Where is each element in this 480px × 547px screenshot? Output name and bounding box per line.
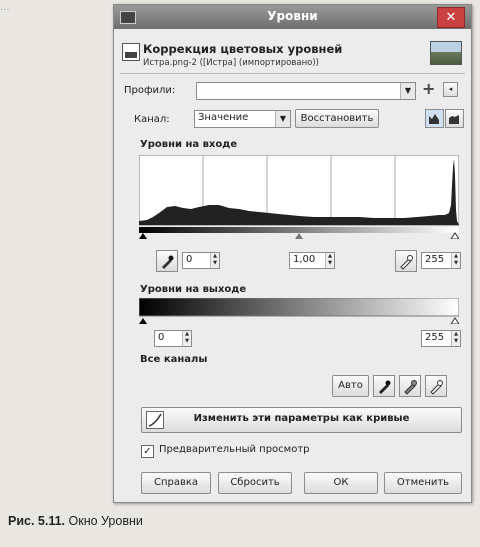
- spinner-arrows-icon[interactable]: ▲ ▼: [210, 253, 219, 268]
- output-low-spinner[interactable]: [154, 330, 192, 347]
- caption-text: Окно Уровни: [68, 514, 143, 528]
- input-levels-label: Уровни на входе: [140, 139, 238, 150]
- levels-dialog: [113, 4, 472, 503]
- white-point-picker-icon[interactable]: [395, 250, 417, 272]
- header-subtitle: Истра.png-2 ([Истра] (импортировано)): [143, 58, 319, 68]
- header-divider: [120, 73, 465, 74]
- add-icon[interactable]: +: [422, 79, 436, 98]
- close-icon: ✕: [445, 10, 457, 25]
- levels-icon: [122, 43, 140, 61]
- image-thumbnail: [430, 41, 462, 65]
- output-high-value: 255: [425, 332, 445, 343]
- channel-label: Канал:: [134, 114, 170, 125]
- auto-button[interactable]: Авто: [332, 375, 369, 397]
- white-point-picker-icon[interactable]: [425, 375, 447, 397]
- caption-prefix: Рис. 5.11.: [8, 514, 66, 528]
- spinner-arrows-icon[interactable]: ▲ ▼: [325, 253, 334, 268]
- cancel-button[interactable]: Отменить: [384, 472, 462, 494]
- output-low-value: 0: [158, 332, 165, 343]
- black-point-picker-icon[interactable]: [373, 375, 395, 397]
- presets-combo[interactable]: [196, 82, 416, 100]
- close-button[interactable]: [437, 7, 465, 28]
- curves-button-label: Изменить эти параметры как кривые: [193, 413, 410, 424]
- figure-caption: [8, 514, 143, 528]
- input-low-value: 0: [186, 254, 193, 265]
- input-high-spinner[interactable]: [421, 252, 461, 269]
- spinner-arrows-icon[interactable]: ▲ ▼: [182, 331, 191, 346]
- spinner-arrows-icon[interactable]: ▲ ▼: [451, 253, 460, 268]
- chevron-down-icon: ▼: [400, 83, 415, 99]
- input-high-value: 255: [425, 254, 445, 265]
- output-levels-label: Уровни на выходе: [140, 284, 247, 295]
- spinner-arrows-icon[interactable]: ▲ ▼: [451, 331, 460, 346]
- help-button[interactable]: Справка: [141, 472, 211, 494]
- reset-button[interactable]: Сбросить: [218, 472, 292, 494]
- gray-point-picker-icon[interactable]: [399, 375, 421, 397]
- input-low-spinner[interactable]: [182, 252, 220, 269]
- linear-histogram-icon[interactable]: [425, 109, 444, 128]
- black-point-picker-icon[interactable]: [156, 250, 178, 272]
- ok-button[interactable]: ОК: [304, 472, 378, 494]
- check-icon: ✓: [143, 446, 152, 457]
- channel-combo[interactable]: [194, 110, 291, 128]
- edit-as-curves-button[interactable]: [141, 407, 462, 433]
- output-levels-bar: [139, 298, 459, 324]
- background-text: ...: [0, 2, 10, 13]
- title-bar: [114, 5, 471, 29]
- channel-value: Значение: [198, 112, 249, 123]
- window-title: Уровни: [267, 9, 318, 23]
- output-high-spinner[interactable]: [421, 330, 461, 347]
- reset-channel-button[interactable]: Восстановить: [295, 109, 379, 128]
- input-gamma-value: 1,00: [293, 254, 316, 265]
- presets-label: Профили:: [124, 85, 176, 96]
- input-gamma-spinner[interactable]: [289, 252, 335, 269]
- menu-icon[interactable]: ◂: [443, 82, 458, 97]
- chevron-down-icon: ▼: [275, 111, 290, 127]
- preview-label: Предварительный просмотр: [159, 444, 310, 455]
- preview-checkbox[interactable]: [141, 445, 154, 458]
- log-histogram-icon[interactable]: [445, 109, 464, 128]
- all-channels-label: Все каналы: [140, 354, 208, 365]
- header-title: Коррекция цветовых уровней: [143, 42, 343, 56]
- input-histogram: [139, 155, 459, 239]
